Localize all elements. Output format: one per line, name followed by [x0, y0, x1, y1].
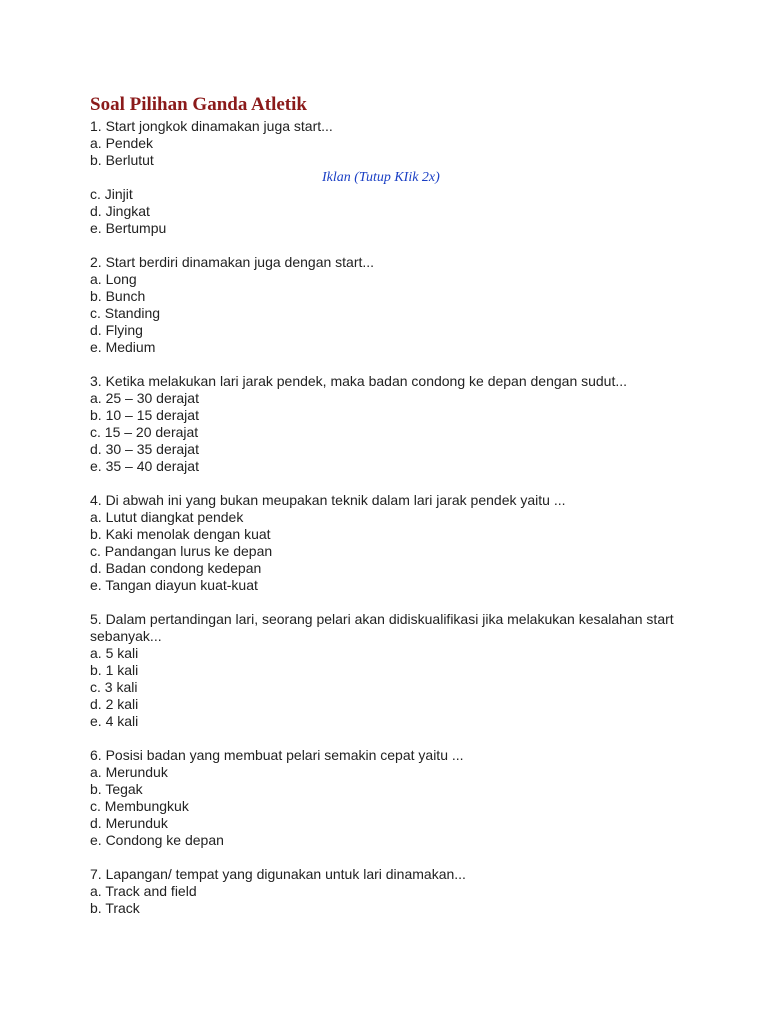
answer-option: b. 10 – 15 derajat — [90, 407, 199, 423]
question-block — [90, 373, 690, 475]
question-text: 6. Posisi badan yang membuat pelari semakin cepat yaitu ... — [90, 747, 464, 763]
answer-option: c. 15 – 20 derajat — [90, 424, 199, 440]
spacer — [90, 356, 690, 373]
answer-option: c. 3 kali — [90, 679, 138, 695]
answer-option: e. 4 kali — [90, 713, 139, 729]
question-block — [90, 866, 690, 917]
spacer — [90, 730, 690, 747]
answer-option: d. Flying — [90, 322, 143, 338]
answer-option: a. 5 kali — [90, 645, 139, 661]
question-block — [90, 611, 690, 730]
spacer — [90, 475, 690, 492]
answer-option: a. Lutut diangkat pendek — [90, 509, 244, 525]
answer-option: c. Pandangan lurus ke depan — [90, 543, 273, 559]
question-text: 3. Ketika melakukan lari jarak pendek, maka badan condong ke depan dengan sudut... — [90, 373, 628, 389]
question-text: 4. Di abwah ini yang bukan meupakan teknik dalam lari jarak pendek yaitu ... — [90, 492, 566, 508]
answer-option: a. 25 – 30 derajat — [90, 390, 199, 406]
page-title: Soal Pilihan Ganda Atletik — [90, 94, 307, 115]
question-block — [90, 118, 690, 237]
answer-option: b. Track — [90, 900, 140, 916]
answer-option: a. Pendek — [90, 135, 154, 151]
answer-option: b. Bunch — [90, 288, 146, 304]
answer-option: e. Bertumpu — [90, 220, 167, 236]
answer-option: d. Merunduk — [90, 815, 168, 831]
answer-option: e. 35 – 40 derajat — [90, 458, 199, 474]
answer-option: d. 2 kali — [90, 696, 139, 712]
answer-option: e. Condong ke depan — [90, 832, 224, 848]
spacer — [90, 237, 690, 254]
answer-option: d. Badan condong kedepan — [90, 560, 262, 576]
answer-option: d. Jingkat — [90, 203, 150, 219]
question-block — [90, 492, 690, 594]
document-page — [90, 92, 690, 917]
answer-option: b. Berlutut — [90, 152, 154, 168]
answer-option: a. Merunduk — [90, 764, 168, 780]
answer-option: c. Jinjit — [90, 186, 133, 202]
answer-option: c. Standing — [90, 305, 161, 321]
answer-option: b. 1 kali — [90, 662, 139, 678]
answer-option: e. Tangan diayun kuat-kuat — [90, 577, 258, 593]
question-block — [90, 254, 690, 356]
answer-option: b. Kaki menolak dengan kuat — [90, 526, 271, 542]
spacer — [90, 849, 690, 866]
question-text: 5. Dalam pertandingan lari, seorang pelari akan didiskualifikasi jika melakukan kesalahan start sebanyak... — [90, 611, 674, 644]
question-text: 1. Start jongkok dinamakan juga start... — [90, 118, 333, 134]
ad-close-link[interactable]: Iklan (Tutup KIik 2x) — [322, 170, 440, 185]
answer-option: a. Track and field — [90, 883, 197, 899]
question-text: 7. Lapangan/ tempat yang digunakan untuk lari dinamakan... — [90, 866, 466, 882]
answer-option: b. Tegak — [90, 781, 143, 797]
question-block — [90, 747, 690, 849]
answer-option: c. Membungkuk — [90, 798, 189, 814]
answer-option: d. 30 – 35 derajat — [90, 441, 199, 457]
answer-option: e. Medium — [90, 339, 156, 355]
answer-option: a. Long — [90, 271, 137, 287]
spacer — [90, 594, 690, 611]
question-text: 2. Start berdiri dinamakan juga dengan start... — [90, 254, 375, 270]
